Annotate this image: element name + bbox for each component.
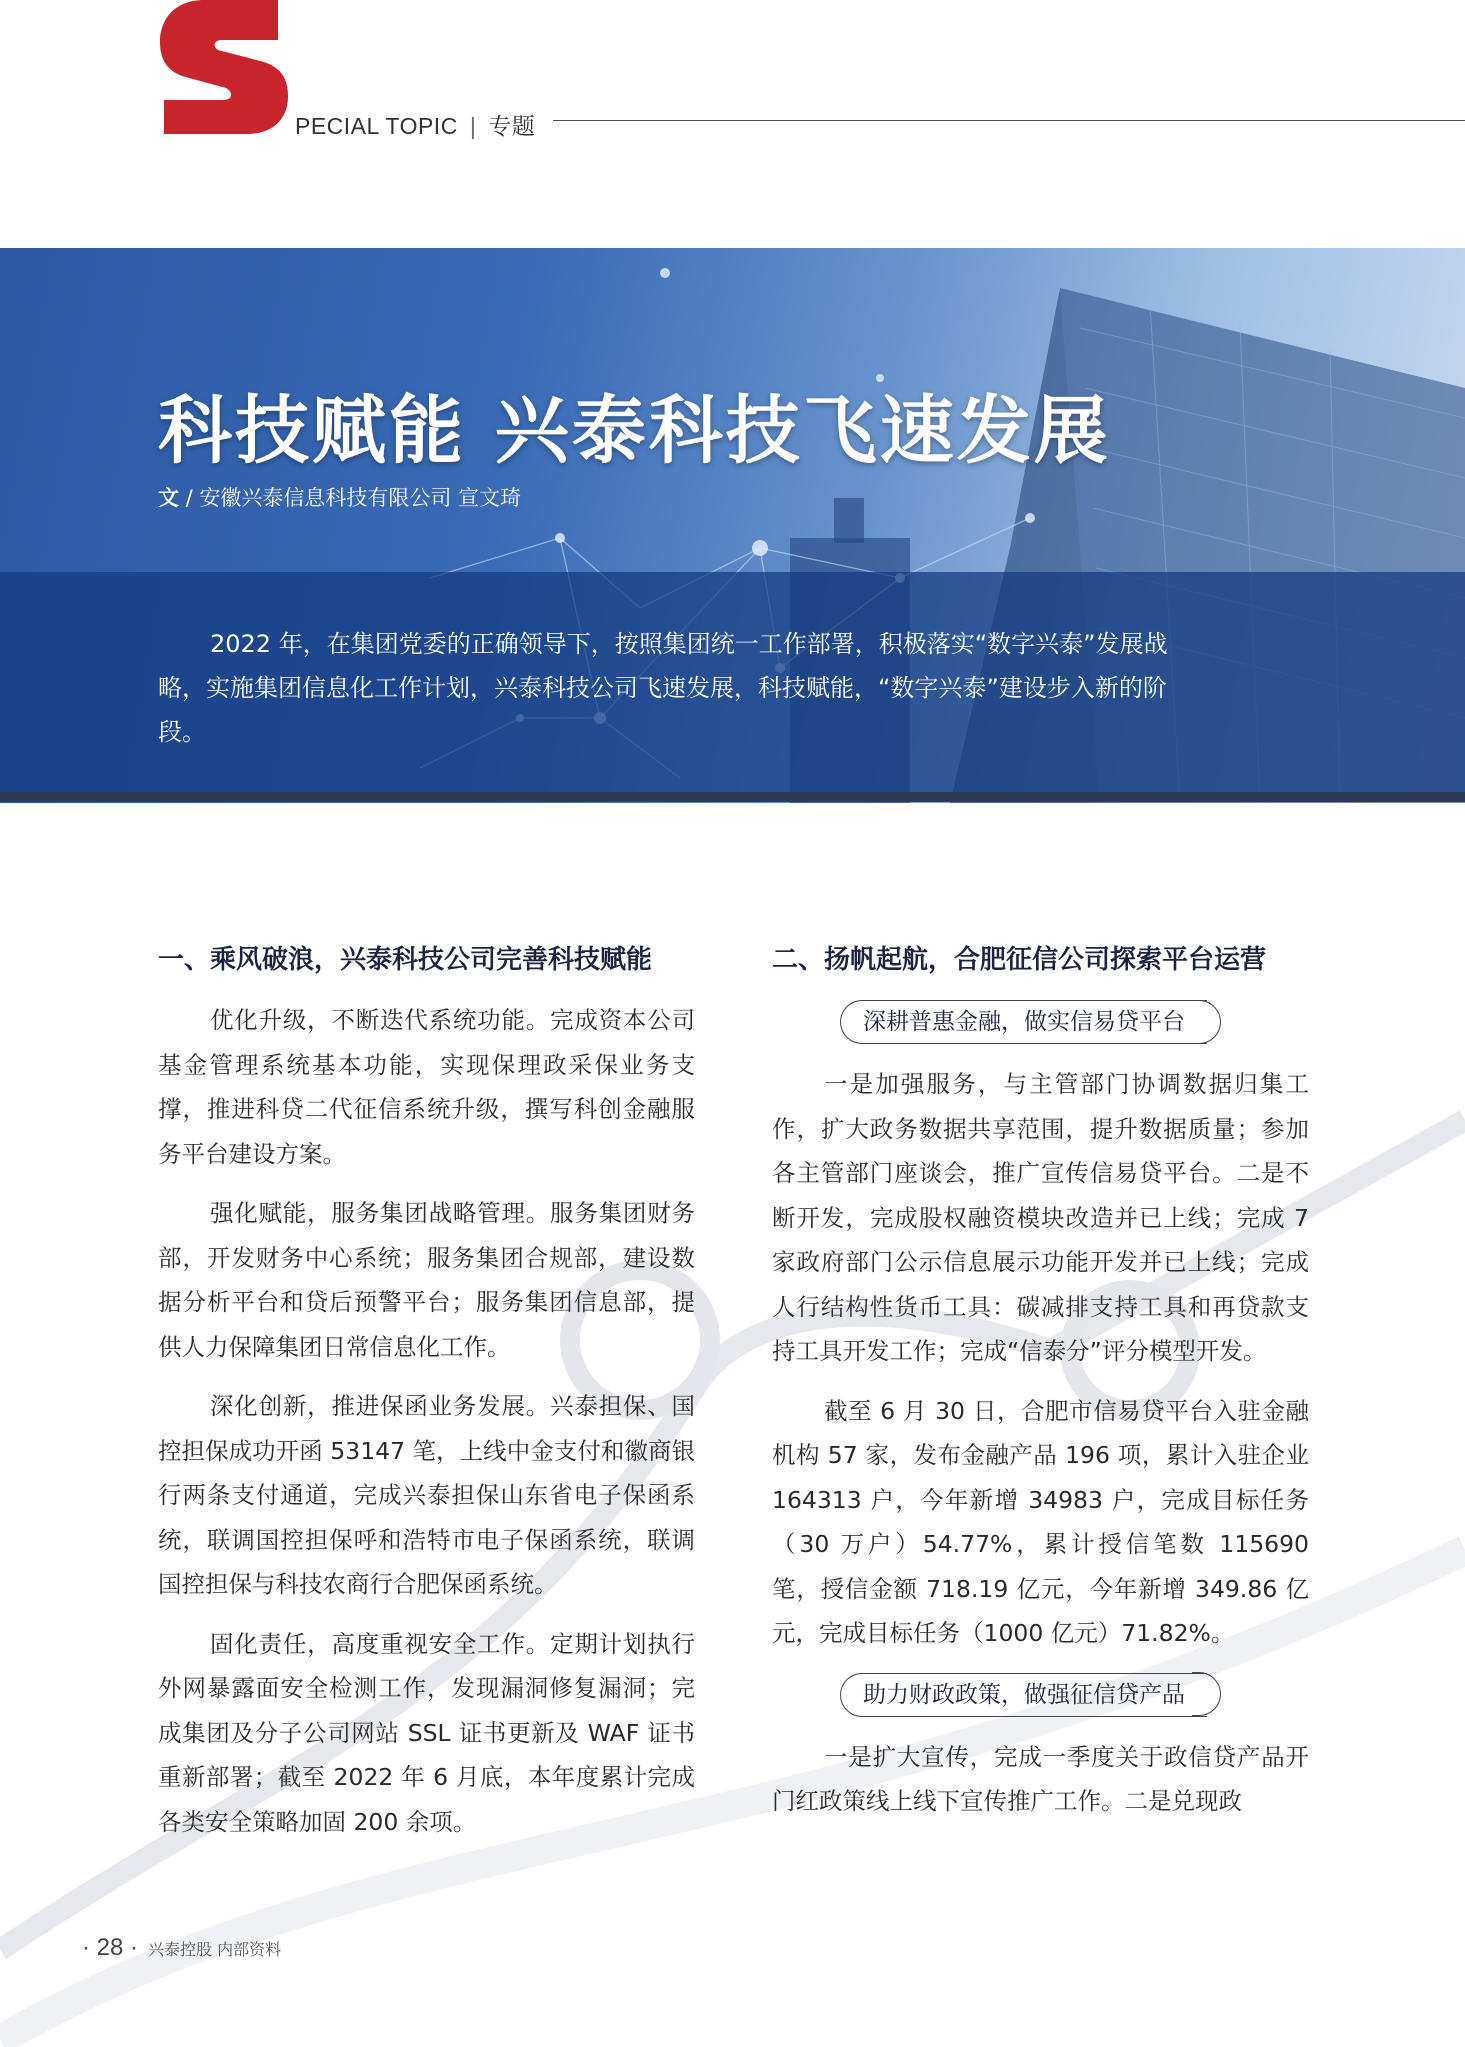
subheading-tag-2: 助力财政政策，做强征信贷产品: [840, 1673, 1207, 1717]
article-byline: [158, 482, 521, 512]
banner-bottom-bar: [0, 792, 1465, 802]
right-paragraph: 一是加强服务，与主管部门协调数据归集工作，扩大政务数据共享范围，提升数据质量；参加各主管部门座谈会，推广宣传信易贷平台。二是不断开发，完成股权融资模块改造并已上线；完成 7 家政府部门公示信息展示功能开发并已上线；完成人行结构性货币工具：碳减排支持工具和再贷款支持工具开发工作；完成“信泰分”评分模型开发。: [772, 1070, 1309, 1365]
left-column: [158, 940, 695, 1859]
footer-text: 兴泰控股 内部资料: [148, 1940, 282, 1959]
left-paragraph: 优化升级，不断迭代系统功能。完成资本公司基金管理系统基本功能，实现保理政采保业务支撑，推进科贷二代征信系统升级，撰写科创金融服务平台建设方案。: [158, 1006, 695, 1168]
left-paragraph: 深化创新，推进保函业务发展。兴泰担保、国控担保成功开函 53147 笔，上线中金支付和徽商银行两条支付通道，完成兴泰担保山东省电子保函系统，联调国控担保呼和浩特市电子保函系统，联调国控担保与科技农商行合肥保函系统。: [158, 1392, 695, 1598]
byline-prefix: 文: [158, 486, 179, 510]
section-two-heading: 二、扬帆起航，合肥征信公司探索平台运营: [772, 945, 1267, 975]
header-separator: |: [469, 113, 477, 139]
page-footer: [82, 1934, 281, 1962]
article-intro: 2022 年，在集团党委的正确领导下，按照集团统一工作部署，积极落实“数字兴泰”发展战略，实施集团信息化工作计划，兴泰科技公司飞速发展，科技赋能，“数字兴泰”建设步入新的阶段。: [158, 630, 1168, 746]
section-name-cn: 专题: [488, 113, 536, 139]
byline-author: / 安徽兴泰信息科技有限公司 宣文琦: [179, 486, 522, 510]
right-paragraph: 一是扩大宣传，完成一季度关于政信贷产品开门红政策线上线下宣传推广工作。二是兑现政: [772, 1742, 1309, 1815]
right-column: [772, 940, 1309, 1839]
left-paragraph: 强化赋能，服务集团战略管理。服务集团财务部，开发财务中心系统；服务集团合规部，建设数据分析平台和贷后预警平台；服务集团信息部，提供人力保障集团日常信息化工作。: [158, 1199, 695, 1361]
section-one-heading: 一、乘风破浪，兴泰科技公司完善科技赋能: [158, 945, 653, 975]
header-rule: [553, 120, 1465, 121]
left-paragraph: 固化责任，高度重视安全工作。定期计划执行外网暴露面安全检测工作，发现漏洞修复漏洞；完成集团及分子公司网站 SSL 证书更新及 WAF 证书重新部署；截至 2022 年 6 月底，本年度累计完成各类安全策略加固 200 余项。: [158, 1629, 695, 1836]
page-number: · 28 ·: [82, 1934, 139, 1961]
section-name-en: PECIAL TOPIC: [295, 113, 458, 139]
subheading-tag-1: 深耕普惠金融，做实信易贷平台: [840, 1000, 1207, 1044]
section-header: [295, 108, 535, 141]
special-topic-s-logo: [160, 0, 288, 134]
article-title: 科技赋能 兴泰科技飞速发展: [158, 388, 1111, 474]
right-paragraph: 截至 6 月 30 日，合肥市信易贷平台入驻金融机构 57 家，发布金融产品 196 项，累计入驻企业 164313 户，今年新增 34983 户，完成目标任务（30 万户）54.77%，累计授信笔数 115690 笔，授信金额 718.19 亿元，今年新增 349.86 亿元，完成目标任务（1000 亿元）71.82%。: [772, 1396, 1309, 1647]
